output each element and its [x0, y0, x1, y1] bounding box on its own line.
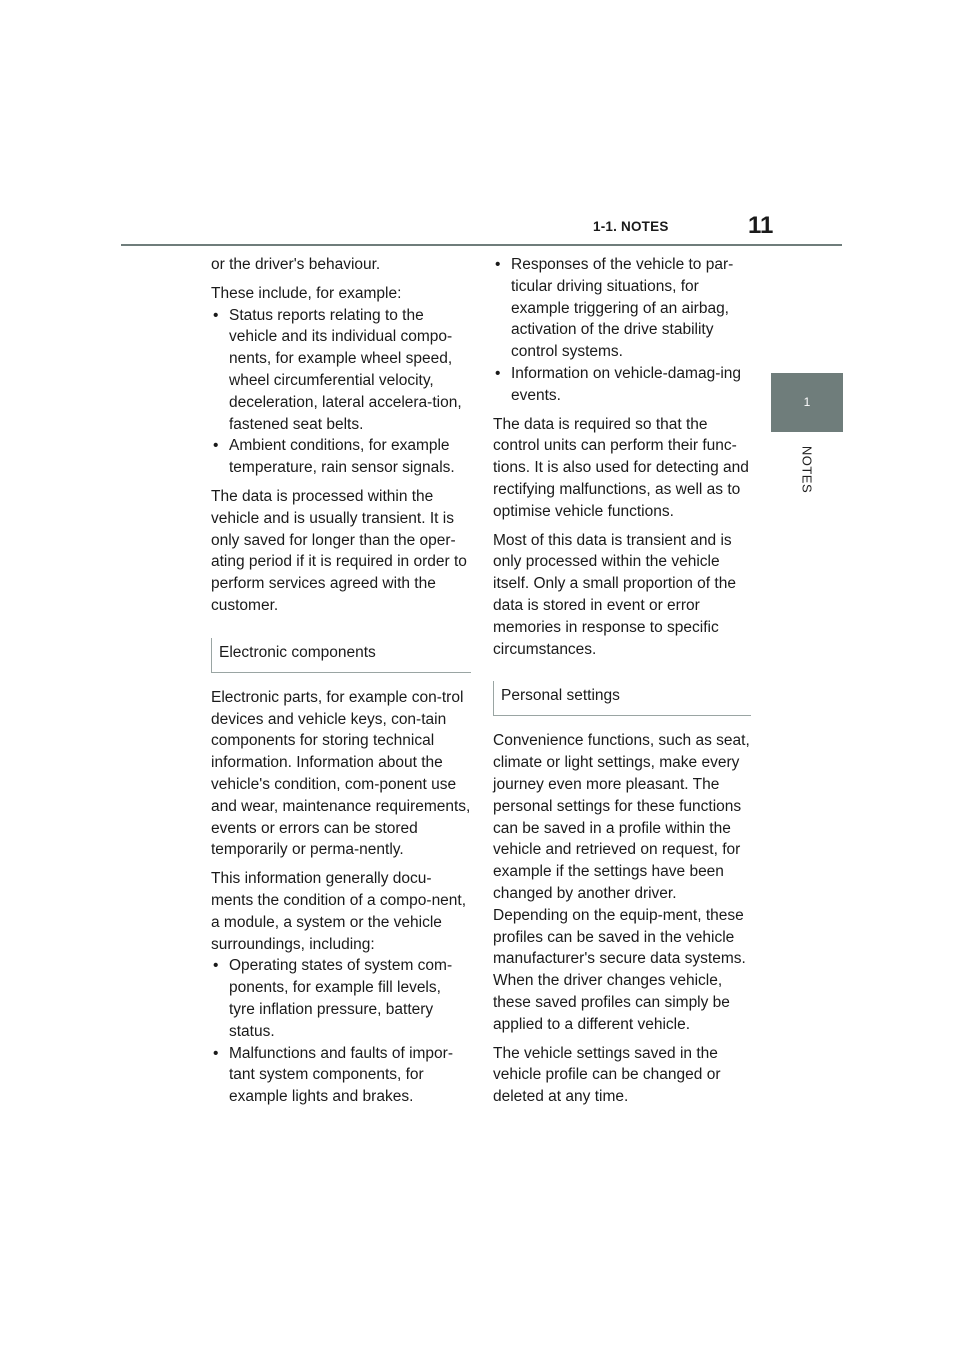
section-heading: Electronic components [211, 638, 471, 673]
list-item: • Status reports relating to the vehicle and its individual compo-nents, for example wheel speed, wheel circumferential velocity, deceleration, lateral accelera-tion, fastened seat belts. [211, 305, 471, 436]
section-heading: Personal settings [493, 681, 751, 716]
header-rule [121, 244, 842, 246]
bullet-list [211, 305, 471, 479]
page-number: 11 [748, 212, 774, 239]
paragraph: The data is required so that the control units can perform their func-tions. It is also used for detecting and rectifying malfunctions, as well as to optimise vehicle functions. [493, 415, 749, 520]
paragraph: The data is processed within the vehicle and is usually transient. It is only saved for longer than the oper-ating period if it is required in order to perform services agreed with the customer. [211, 487, 467, 614]
bullet-list [211, 955, 471, 1108]
list-item: • Information on vehicle-damag-ing events. [493, 363, 751, 407]
paragraph: Convenience functions, such as seat, climate or light settings, make every journey even more pleasant. The personal settings for these functions can be saved in a profile within the vehicle and retrieved on request, for example if the settings have been changed by another driver. Depending on the equip-ment, these profiles can be saved in the vehicle manufacturer's secure data systems. When the driver changes vehicle, these saved profiles can simply be applied to a different vehicle. [493, 732, 750, 1033]
paragraph: These include, for example: [211, 284, 402, 302]
header-section-title: 1-1. NOTES [593, 219, 669, 234]
right-column [493, 254, 751, 1115]
paragraph: The vehicle settings saved in the vehicle profile can be changed or deleted at any time. [493, 1044, 721, 1106]
paragraph: This information generally docu-ments the condition of a compo-nent, a module, a system or the vehicle surroundings, including: [211, 870, 467, 953]
paragraph: Most of this data is transient and is only processed within the vehicle itself. Only a small proportion of the data is stored in event or error memories in response to specific circumstances. [493, 531, 736, 658]
list-item: • Malfunctions and faults of impor-tant system components, for example lights and brakes. [211, 1043, 471, 1108]
paragraph: or the driver's behaviour. [211, 256, 381, 273]
chapter-label-text: NOTES [799, 445, 815, 494]
bullet-list [493, 254, 751, 407]
list-item: • Ambient conditions, for example temperature, rain sensor signals. [211, 435, 471, 479]
list-item: • Operating states of system com-ponents, for example fill levels, tyre inflation pressure, battery status. [211, 955, 471, 1042]
chapter-label [800, 434, 814, 504]
chapter-tab: 1 [771, 373, 843, 432]
list-item: • Responses of the vehicle to par-ticular driving situations, for example triggering of an airbag, activation of the drive stability control systems. [493, 254, 751, 363]
left-column [211, 254, 471, 1115]
paragraph: Electronic parts, for example con-trol devices and vehicle keys, con-tain components for storing technical information. Information about the vehicle's condition, com-ponent use and wear, maintenance requirements, events or errors can be stored temporarily or perma-nently. [211, 688, 471, 859]
